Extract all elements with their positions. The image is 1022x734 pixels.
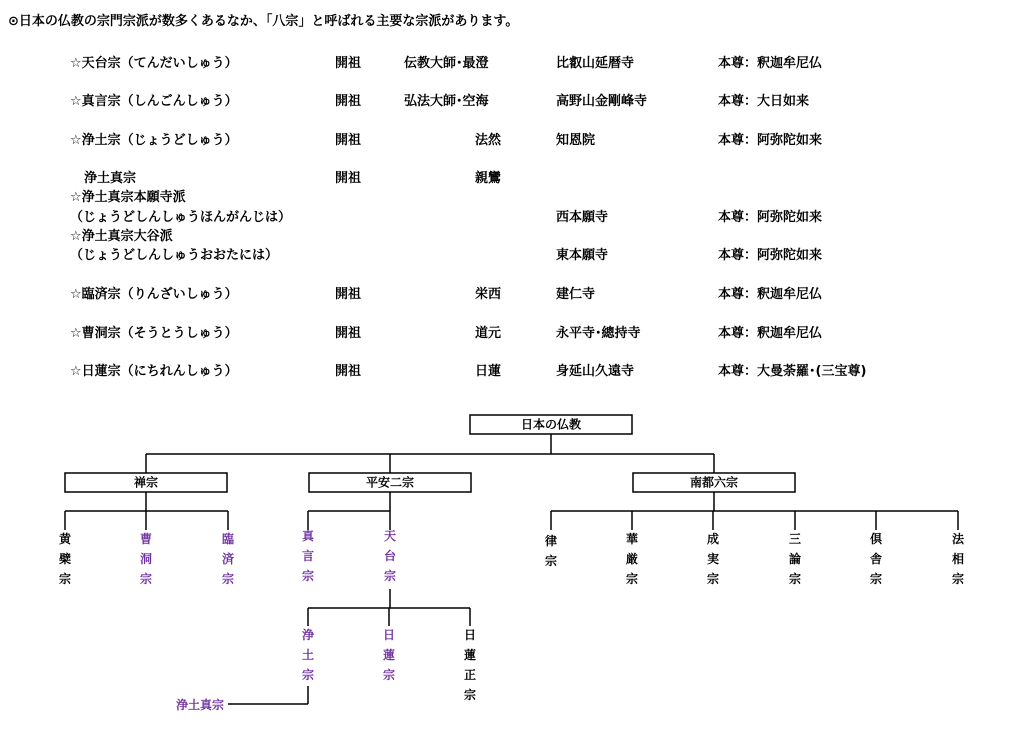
tree-branch-0: 禅宗 bbox=[133, 475, 159, 490]
sect-temple-9: 永平寺･總持寺 bbox=[556, 326, 641, 341]
tree-nanto-3: 三論宗 bbox=[788, 532, 802, 586]
sect-founder-10: 日蓮 bbox=[475, 364, 502, 379]
sect-name-8: ☆臨済宗（りんざいしゅう） bbox=[70, 287, 238, 302]
tree-tendai-0: 浄土宗 bbox=[301, 628, 315, 682]
tree-heian-0: 真言宗 bbox=[301, 529, 315, 583]
sect-temple-1: 高野山金剛峰寺 bbox=[556, 94, 648, 109]
sect-honzon-7: 本尊：阿弥陀如来 bbox=[718, 248, 823, 263]
sect-honzon-2: 本尊：阿弥陀如来 bbox=[718, 133, 823, 148]
sect-temple-0: 比叡山延暦寺 bbox=[556, 56, 635, 71]
sect-honzon-9: 本尊：釈迦牟尼仏 bbox=[718, 326, 823, 341]
sect-founder-1: 弘法大師･空海 bbox=[404, 94, 489, 109]
sect-honzon-5: 本尊：阿弥陀如来 bbox=[718, 210, 823, 225]
tree-nanto-1: 華厳宗 bbox=[625, 532, 639, 586]
sect-role-3: 開祖 bbox=[335, 171, 362, 186]
sect-temple-5: 西本願寺 bbox=[556, 210, 609, 225]
sect-founder-2: 法然 bbox=[475, 133, 502, 148]
tree-branch-2: 南都六宗 bbox=[689, 475, 739, 490]
sect-role-2: 開祖 bbox=[335, 133, 362, 148]
sect-role-10: 開祖 bbox=[335, 364, 362, 379]
tree-heian-1: 天台宗 bbox=[383, 529, 397, 583]
sect-name-0: ☆天台宗（てんだいしゅう） bbox=[70, 56, 238, 71]
sect-name-1: ☆真言宗（しんごんしゅう） bbox=[70, 94, 238, 109]
sect-temple-2: 知恩院 bbox=[556, 133, 596, 148]
page-heading: ⊙日本の仏教の宗門宗派が数多くあるなか、「八宗」と呼ばれる主要な宗派があります。 bbox=[8, 14, 519, 29]
sect-honzon-1: 本尊：大日如来 bbox=[718, 94, 810, 109]
sect-honzon-8: 本尊：釈迦牟尼仏 bbox=[718, 287, 823, 302]
sect-name-9: ☆曹洞宗（そうとうしゅう） bbox=[70, 326, 238, 341]
sect-name-10: ☆日蓮宗（にちれんしゅう） bbox=[70, 364, 238, 379]
tree-zen-1: 曹洞宗 bbox=[139, 532, 153, 586]
sect-role-0: 開祖 bbox=[335, 56, 362, 71]
tree-zen-0: 黄檗宗 bbox=[58, 532, 72, 586]
sect-honzon-0: 本尊：釈迦牟尼仏 bbox=[718, 56, 823, 71]
sect-name-5: （じょうどしんしゅうほんがんじは） bbox=[70, 210, 292, 225]
tree-root: 日本の仏教 bbox=[520, 417, 582, 432]
tree-zen-2: 臨済宗 bbox=[221, 532, 235, 586]
tree-tendai-2: 日蓮正宗 bbox=[463, 628, 477, 702]
tree-jodo-shinshu: 浄土真宗 bbox=[175, 698, 224, 712]
tree-nanto-2: 成実宗 bbox=[706, 532, 720, 586]
sect-name-6: ☆浄土真宗大谷派 bbox=[70, 229, 173, 244]
sect-role-1: 開祖 bbox=[335, 94, 362, 109]
sect-temple-10: 身延山久遠寺 bbox=[556, 364, 635, 379]
sect-founder-9: 道元 bbox=[475, 326, 502, 341]
sect-temple-8: 建仁寺 bbox=[556, 287, 596, 302]
sect-name-2: ☆浄土宗（じょうどしゅう） bbox=[70, 133, 238, 148]
tree-nanto-4: 倶舎宗 bbox=[869, 532, 883, 586]
sect-founder-8: 栄西 bbox=[475, 287, 502, 302]
sect-founder-3: 親鸞 bbox=[475, 171, 502, 186]
sect-founder-0: 伝教大師･最澄 bbox=[404, 56, 489, 71]
sect-name-4: ☆浄土真宗本願寺派 bbox=[70, 190, 186, 205]
sect-name-3: 浄土真宗 bbox=[84, 171, 137, 186]
tree-tendai-1: 日蓮宗 bbox=[382, 628, 396, 682]
tree-nanto-5: 法相宗 bbox=[951, 532, 965, 586]
sect-honzon-10: 本尊：大曼荼羅･(三宝尊) bbox=[718, 364, 867, 379]
sect-temple-7: 東本願寺 bbox=[556, 248, 609, 263]
tree-branch-1: 平安二宗 bbox=[365, 475, 415, 490]
sect-role-8: 開祖 bbox=[335, 287, 362, 302]
sect-name-7: （じょうどしんしゅうおおたには） bbox=[70, 248, 279, 263]
tree-nanto-0: 律宗 bbox=[544, 534, 558, 568]
sect-role-9: 開祖 bbox=[335, 326, 362, 341]
